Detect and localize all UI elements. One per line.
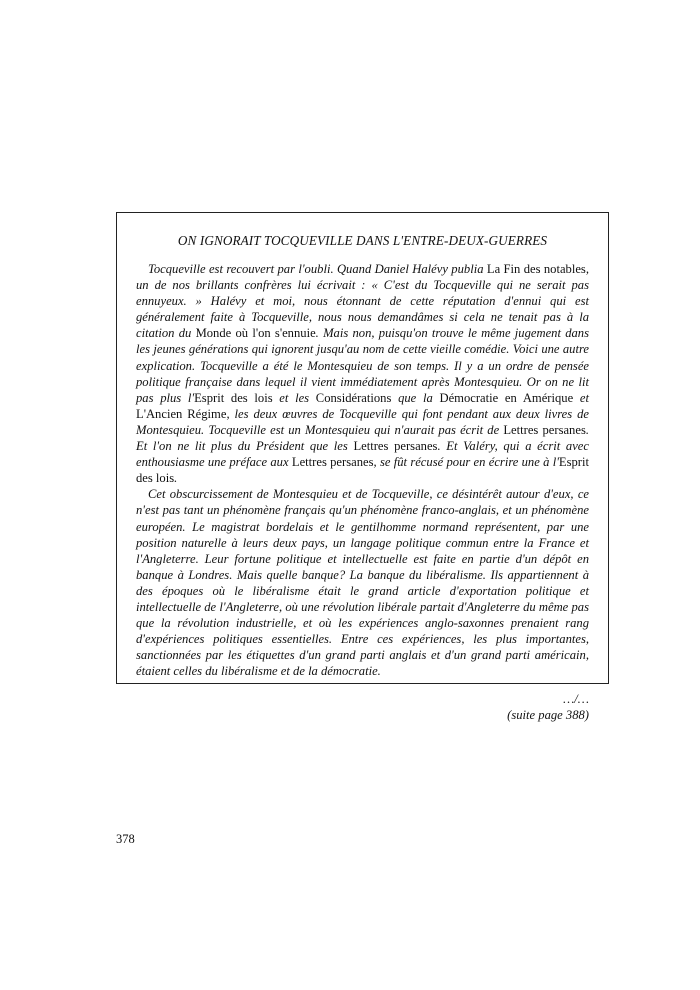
text-run: , un de nos brillants confrères lui écrivait : « C'est du Tocqueville qui ne serait pas ennuyeux. » Halévy et moi, nous étonnant de cette réputation d'ennui qui est généralement faite à Tocqueville, nous nous demandâmes si cela ne tenait pas à la citation du — [136, 262, 589, 341]
work-title: La Fin des notables — [486, 262, 586, 276]
text-run: Tocqueville est recouvert par l'oubli. Quand Daniel Halévy publia — [148, 262, 487, 276]
text-run: . Mais non, puisqu'on trouve le même jugement dans les jeunes générations qui ignorent jusqu'au nom de cette vieille comédie. Voici une autre explication. Tocqueville a été le Montesquieu de son temps. Il y a un ordre de pensée politique française dans lequel il vient immédiatement après Montesquieu. Or on ne lit pas plus l' — [136, 326, 589, 405]
text-run: que la — [391, 390, 440, 405]
text-run: , les deux œuvres de Tocqueville qui font pendant aux deux livres de Montesquieu. Tocqueville est un Montesquieu qui n'aurait pas écrit de — [136, 406, 589, 437]
text-run: et les — [272, 390, 316, 405]
continuation-mark: …/… — [563, 692, 589, 707]
work-title: L'Ancien Régime — [136, 406, 227, 421]
work-title: Esprit des lois — [194, 390, 273, 405]
text-run: . Et Valéry, qui a écrit avec enthousiasme une préface aux — [136, 439, 589, 470]
work-title: Lettres persanes — [503, 422, 586, 437]
box-title: ON IGNORAIT TOCQUEVILLE DANS L'ENTRE-DEUX-GUERRES — [177, 233, 548, 248]
text-run: , se fût récusé pour en écrire une à l' — [373, 455, 559, 470]
paragraph-2: Cet obscurcissement de Montesquieu et de Tocqueville, ce désintérêt autour d'eux, ce n'est pas tant un phénomène français qu'un phénomène franco-anglais, et un phénomène européen. Le magistrat bordelais et le gentilhomme normand représentent, par une position naturelle à leurs deux pays, un langage politique commun entre la France et l'Angleterre. Leur fortune politique et intellectuelle est faite en partie d'un dépôt en banque à Londres. Mais quelle banque? La banque du libéralisme. Ils appartiennent à des époques où le libéralisme était le grand article d'exportation politique et intellectuelle de l'Angleterre, où une révolution libérale partait d'Angleterre du même pas que la révolution industrielle, et où les expériences anglo-saxonnes prenaient rang d'expériences politiques essentielles. Entre ces expériences, les plus importantes, sanctionnées par les étiquettes d'un grand parti anglais et d'un grand parti américain, étaient celles du libéralisme et de la démocratie. — [136, 487, 589, 679]
text-run: et — [573, 390, 589, 405]
continuation — [136, 691, 589, 723]
text-run: . Et l'on ne lit plus du Président que les — [136, 422, 589, 454]
work-title: Esprit des lois — [136, 455, 589, 486]
continuation-note: (suite page 388) — [507, 708, 589, 723]
work-title: Lettres persanes — [353, 439, 438, 454]
sidebar-box — [116, 212, 609, 723]
work-title: Démocratie en Amérique — [439, 390, 574, 405]
text-run: . — [174, 471, 178, 486]
work-title: Considérations — [315, 390, 392, 405]
paragraph-1 — [136, 261, 589, 486]
work-title: Lettres persanes — [291, 455, 374, 470]
page-number: 378 — [116, 832, 135, 846]
box-body — [136, 261, 589, 679]
work-title: Monde où l'on s'ennuie — [195, 326, 316, 341]
